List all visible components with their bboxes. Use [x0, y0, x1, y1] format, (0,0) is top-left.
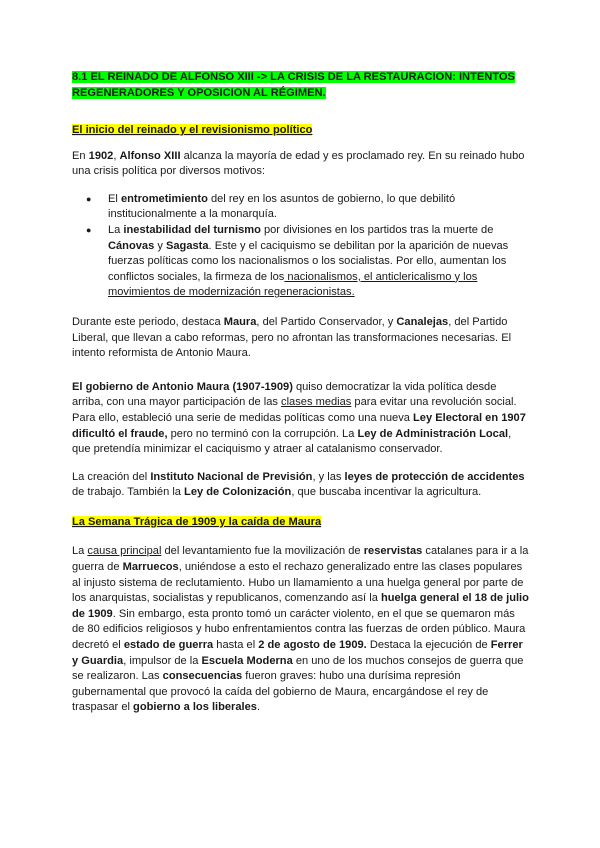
- bold-run: Escuela Moderna: [201, 654, 293, 667]
- bold-run: Ferrer y Guardia: [72, 639, 523, 667]
- text-run: alcanza la mayoría de edad y es proclamado rey. En su reinado hubo una crisis política por diversos motivos:: [72, 149, 525, 178]
- bullet-item-entrometimiento: [72, 192, 530, 223]
- bold-run: 1902: [88, 149, 114, 162]
- text-run: Durante este periodo, destaca: [72, 315, 224, 328]
- bold-run: Ley Electoral en 1907 dificultó el fraude,: [72, 411, 526, 440]
- bold-run: Marruecos: [122, 561, 179, 574]
- bold-run: Ley de Colonización: [184, 486, 292, 499]
- paragraph-instituto-prevision: [72, 470, 530, 501]
- underlined-run: clases medias: [281, 396, 352, 409]
- text-run: y: [154, 239, 166, 252]
- text-run: En: [72, 149, 89, 162]
- text-run: quiso democratizar la vida política desde arriba, con una mayor participación de las: [72, 380, 497, 409]
- paragraph-1902: [72, 149, 530, 180]
- bold-run: Alfonso XIII: [119, 149, 181, 162]
- text-run: , uniéndose a esto el rechazo generalizado entre las clases populares al injusto sistema de reclutamiento. Hubo un llamamiento a una huelga general por parte de los anarquistas, socialistas y republicanos, comenzando así la: [72, 561, 524, 605]
- underlined-run: nacionalismos, el anticlericalismo y los movimientos de modernización regeneracionistas.: [108, 270, 478, 299]
- section-heading-text: El inicio del reinado y el revisionismo político: [72, 124, 313, 136]
- text-run: La: [108, 223, 124, 236]
- text-run: del levantamiento fue la movilización de: [161, 545, 364, 558]
- text-run: pero no terminó con la corrupción. La: [167, 427, 358, 440]
- text-run: por divisiones en los partidos tras la muerte de: [260, 223, 494, 236]
- text-run: .: [256, 701, 261, 714]
- bold-run: inestabilidad del turnismo: [123, 223, 261, 236]
- bold-run: Instituto Nacional de Previsión: [150, 470, 313, 483]
- bold-run: Ley de Administración Local: [357, 427, 509, 440]
- text-run: , del Partido Liberal, que llevan a cabo reformas, pero no afrontan las transformaciones necesarias. El intento reformista de Antonio Maura.: [72, 315, 512, 360]
- document-body: [72, 70, 530, 728]
- paragraph-gobierno-maura: [72, 380, 530, 458]
- bold-run: huelga general el 18 de julio de 1909: [72, 592, 529, 620]
- bold-run: Canalejas: [396, 315, 449, 328]
- text-run: La creación del: [72, 470, 151, 483]
- text-run: ,: [113, 149, 120, 162]
- bold-run: Sagasta: [165, 239, 209, 252]
- bold-run: entrometimiento: [120, 192, 208, 205]
- section-heading-text: La Semana Trágica de 1909 y la caída de Maura: [72, 515, 322, 528]
- bold-run: reservistas: [363, 545, 423, 558]
- text-run: , que buscaba incentivar la agricultura.: [291, 486, 482, 499]
- paragraph-semana-tragica: [72, 544, 530, 716]
- bold-run: leyes de protección de accidentes: [344, 470, 525, 483]
- text-run: Destaca la ejecución de: [366, 639, 491, 652]
- bold-run: Cánovas: [108, 239, 155, 252]
- text-run: del rey en los asuntos de gobierno, lo que debilitó institucionalmente a la monarquía.: [108, 192, 456, 221]
- text-run: catalanes para ir a la guerra de: [72, 545, 529, 574]
- chapter-title: [72, 70, 530, 101]
- bold-run: Maura: [223, 315, 257, 328]
- text-run: de trabajo. También la: [72, 486, 185, 499]
- text-run: fueron graves: hubo una durísima represión gubernamental que provocó la caída del gobierno de Maura, encargándose el rey de traspasar el: [72, 670, 489, 714]
- bullet-list-motivos: [72, 192, 530, 301]
- bold-run: El gobierno de Antonio Maura (1907-1909): [72, 380, 293, 393]
- text-run: , del Partido Conservador, y: [256, 315, 397, 328]
- text-run: , que pretendía minimizar el caciquismo y atraer al catalanismo conservador.: [72, 427, 512, 456]
- text-run: La: [72, 545, 88, 558]
- paragraph-maura-canalejas: [72, 315, 530, 362]
- text-run: hasta el: [213, 639, 259, 652]
- text-run: , impulsor de la: [123, 654, 202, 667]
- bold-run: consecuencias: [162, 670, 243, 683]
- bold-run: 2 de agosto de 1909.: [258, 639, 367, 652]
- text-run: para evitar una revolución social. Para ello, estableció una serie de medidas políticas como una nueva: [72, 396, 517, 424]
- bold-run: gobierno a los liberales: [133, 701, 257, 714]
- bullet-item-inestabilidad: [72, 223, 530, 301]
- bold-run: estado de guerra: [123, 639, 214, 652]
- chapter-title-text: 8.1 EL REINADO DE ALFONSO XIII -> LA CRISIS DE LA RESTAURACION: INTENTOS REGENERADORES Y OPOSICION AL RÉGIMEN.: [72, 71, 515, 99]
- text-run: . Este y el caciquismo se debilitan por la aparición de nuevas fuerzas políticas como los nacionalismos o los socialistas. Por ello, aumentan los conflictos sociales, la firmeza de los: [108, 239, 509, 283]
- section-heading-inicio-reinado: [72, 123, 530, 139]
- section-heading-semana-tragica: [72, 515, 530, 531]
- text-run: . Sin embargo, esta pronto tomó un carácter violento, en el que se quemaron más de 80 edificios religiosos y hubo enfrentamientos contra las fuerzas de orden público. Maura decretó el: [72, 607, 526, 652]
- text-run: , y las: [312, 470, 345, 483]
- underlined-run: causa principal: [87, 545, 162, 558]
- text-run: en uno de los muchos consejos de guerra que se realizaron. Las: [72, 654, 524, 683]
- text-run: El: [108, 192, 121, 205]
